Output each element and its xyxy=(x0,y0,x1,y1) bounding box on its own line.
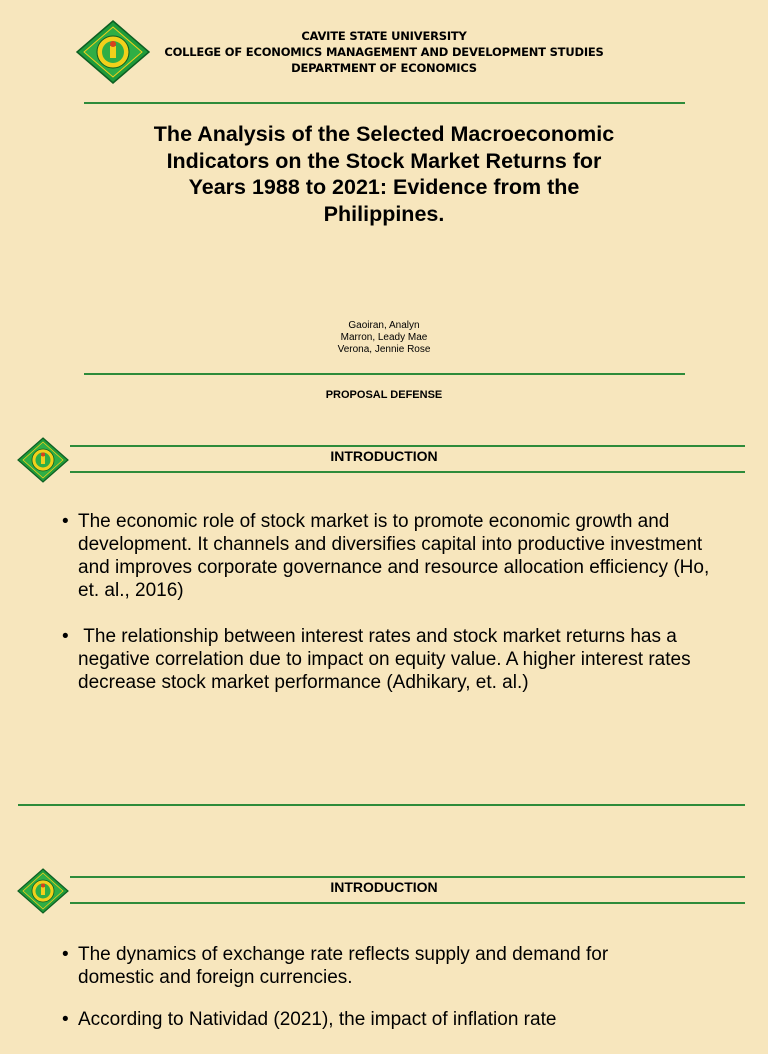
authors-divider xyxy=(84,373,685,375)
slide2-top-rule xyxy=(70,876,745,878)
university-name: CAVITE STATE UNIVERSITY xyxy=(301,29,467,43)
proposal-label: PROPOSAL DEFENSE xyxy=(325,389,443,401)
slide1-seal-logo xyxy=(17,437,69,483)
bullet-item: • According to Natividad (2021), the impact of inflation rate xyxy=(62,1008,662,1031)
title-line: Philippines. xyxy=(323,201,445,226)
seal-icon xyxy=(17,437,69,483)
author-name: Verona, Jennie Rose xyxy=(337,344,431,355)
bullet-item: • The economic role of stock market is to promote economic growth and development. It channels and diversifies capital into productive investment and improves corporate governance and resource allocation efficiency (Ho, et. al., 2016) xyxy=(62,510,712,602)
slide1-bottom-rule xyxy=(70,471,745,473)
author-name: Marron, Leady Mae xyxy=(340,332,428,343)
slide2-seal-logo xyxy=(17,868,69,914)
university-seal-logo xyxy=(76,20,150,84)
slide1-top-rule xyxy=(70,445,745,447)
slide2-bullet-list xyxy=(62,943,662,1054)
header-divider xyxy=(84,102,685,104)
college-name: COLLEGE OF ECONOMICS MANAGEMENT AND DEVELOPMENT STUDIES xyxy=(164,45,604,59)
title-line: Years 1988 to 2021: Evidence from the xyxy=(188,175,580,199)
seal-icon xyxy=(17,868,69,914)
slide1-bullet-list xyxy=(62,510,712,717)
title-line: The Analysis of the Selected Macroeconomic xyxy=(153,122,615,146)
slide-separator xyxy=(18,804,745,806)
slide2-heading: INTRODUCTION xyxy=(330,879,438,895)
slide2-bottom-rule xyxy=(70,902,745,904)
thesis-title xyxy=(100,121,668,227)
title-line: Indicators on the Stock Market Returns for xyxy=(166,148,602,173)
bullet-item: • The dynamics of exchange rate reflects supply and demand for domestic and foreign currencies. xyxy=(62,943,662,989)
slide1-heading: INTRODUCTION xyxy=(330,448,438,464)
author-list xyxy=(234,320,534,356)
author-name: Gaoiran, Analyn xyxy=(348,320,420,331)
seal-icon xyxy=(76,20,150,84)
bullet-item: • The relationship between interest rates and stock market returns has a negative correlation due to impact on equity value. A higher interest rates decrease stock market performance (Adhikary, et. al.) xyxy=(62,625,712,694)
university-header xyxy=(160,28,608,76)
department-name: DEPARTMENT OF ECONOMICS xyxy=(291,61,477,75)
